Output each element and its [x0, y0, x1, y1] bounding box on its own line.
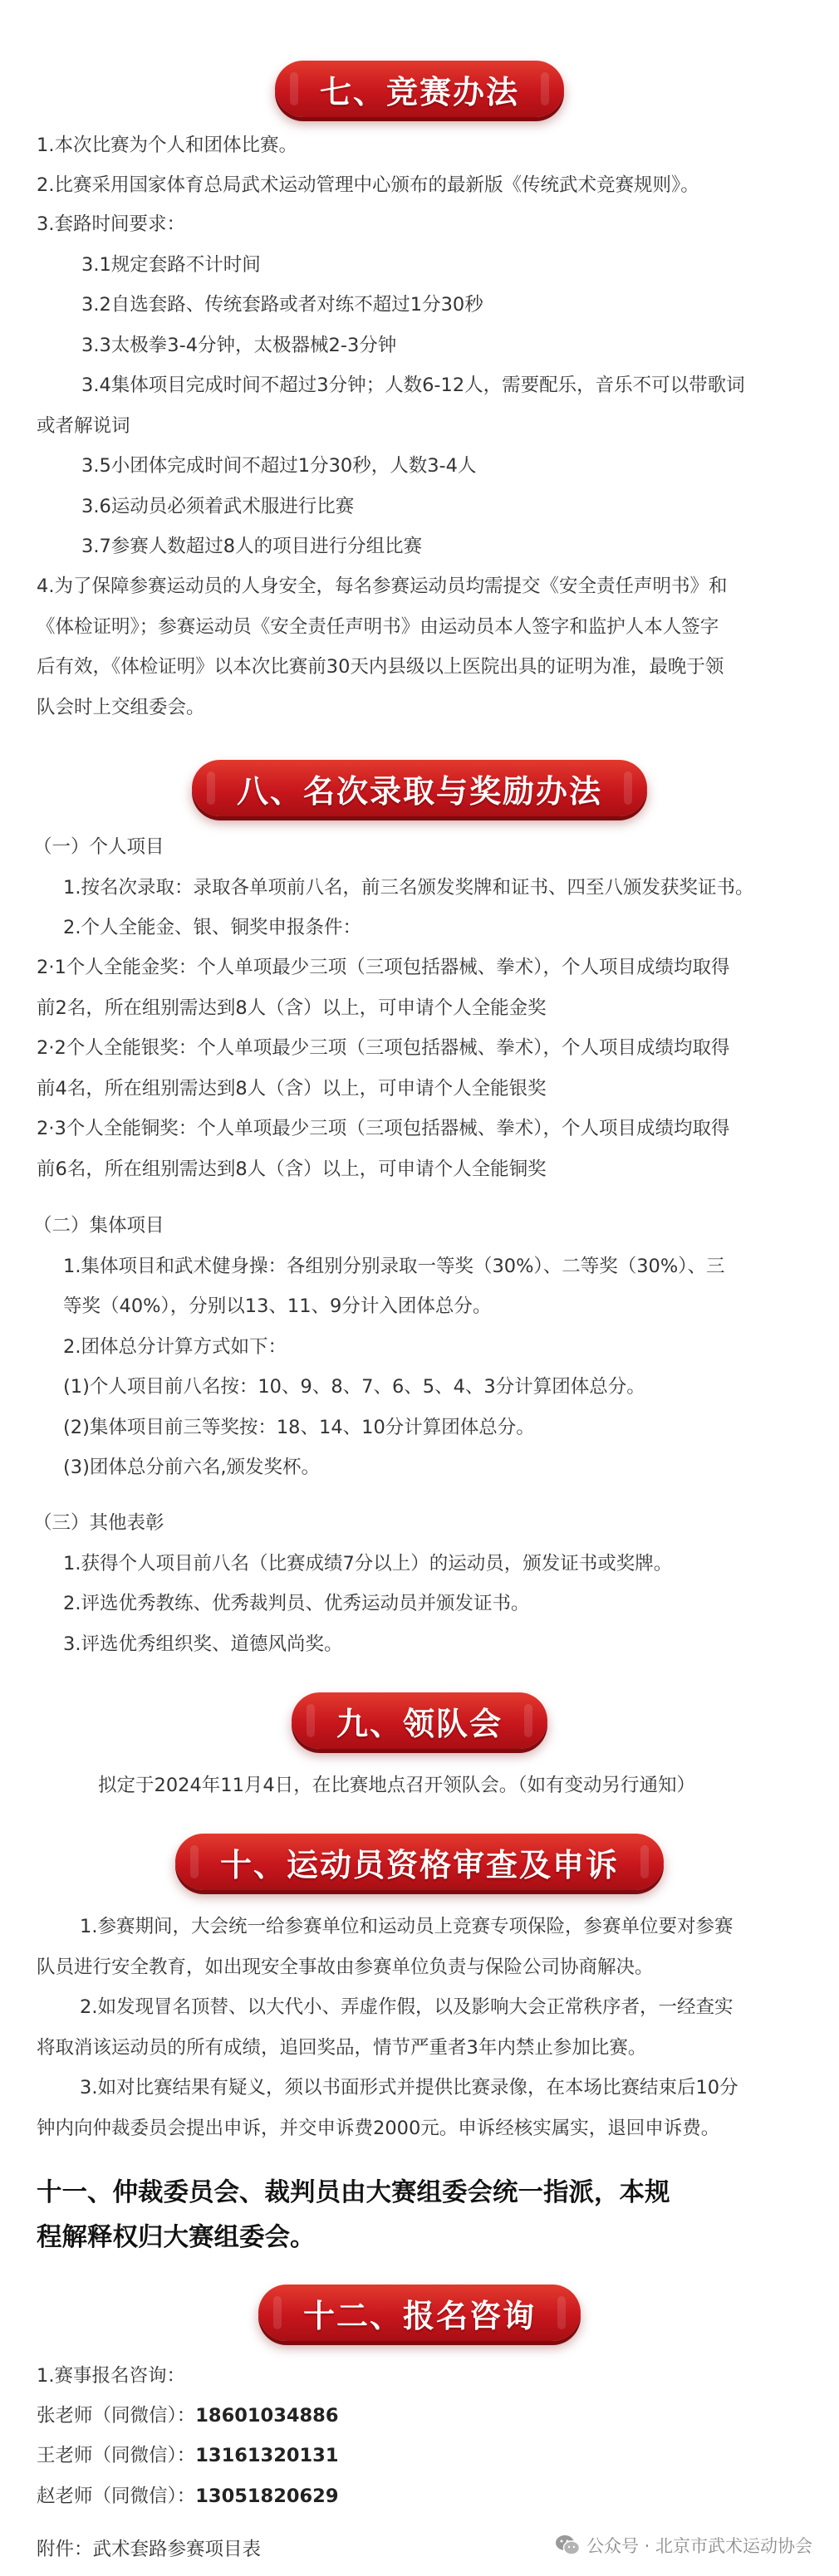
text-line: (1)个人项目前八名按：10、9、8、7、6、5、4、3分计算团体总分。	[63, 1376, 645, 1398]
contact-phone[interactable]: 18601034886	[195, 2405, 339, 2427]
text-line: 2.如发现冒名顶替、以大代小、弄虚作假，以及影响大会正常秩序者，一经查实	[80, 1996, 734, 2018]
wechat-icon	[555, 2534, 580, 2556]
attachment-note: 附件：武术套路参赛项目表	[37, 2539, 262, 2560]
text-line: 3.4集体项目完成时间不超过3分钟；人数6-12人，需要配乐，音乐不可以带歌词	[81, 375, 745, 396]
section-banner-9	[292, 1692, 547, 1749]
text-line: 前6名，所在组别需达到8人（含）以上，可申请个人全能铜奖	[37, 1158, 547, 1180]
contact-phone[interactable]: 13161320131	[195, 2445, 339, 2466]
text-line: 拟定于2024年11月4日，在比赛地点召开领队会。（如有变动另行通知）	[98, 1775, 695, 1796]
text-line: 后有效，《体检证明》以本次比赛前30天内县级以上医院出具的证明为准，最晚于领	[37, 656, 724, 678]
section-banner-10	[175, 1834, 664, 1890]
text-line: （一）个人项目	[33, 836, 164, 858]
text-line: 等奖（40%），分别以13、11、9分计入团体总分。	[63, 1295, 492, 1317]
section-title: 十二、报名咨询	[302, 2296, 537, 2334]
contact-row	[37, 2483, 338, 2510]
arbitration-heading: 程解释权归大赛组委会。	[37, 2223, 316, 2252]
text-line: 前2名，所在组别需达到8人（含）以上，可申请个人全能金奖	[37, 997, 547, 1019]
text-line: 1.集体项目和武术健身操：各组别分别录取一等奖（30%）、二等奖（30%）、三	[63, 1256, 725, 1277]
text-line: 3.5小团体完成时间不超过1分30秒，人数3-4人	[81, 455, 477, 477]
contact-intro: 1.赛事报名咨询：	[37, 2365, 185, 2387]
contact-row	[37, 2442, 338, 2469]
footer-watermark	[555, 2533, 812, 2558]
text-line: 前4名，所在组别需达到8人（含）以上，可申请个人全能银奖	[37, 1078, 547, 1099]
section-banner-12	[258, 2285, 581, 2341]
contact-name: 王老师（同微信）：	[37, 2445, 196, 2466]
text-line: 3.套路时间要求：	[37, 213, 185, 235]
text-line: 2·3个人全能铜奖：个人单项最少三项（三项包括器械、拳术），个人项目成绩均取得	[37, 1118, 730, 1139]
section-title: 九、领队会	[336, 1704, 503, 1742]
text-line: 队会时上交组委会。	[37, 697, 205, 718]
text-line: 4.为了保障参赛运动员的人身安全，每名参赛运动员均需提交《安全责任声明书》和	[37, 575, 728, 597]
text-line: 3.3太极拳3-4分钟，太极器械2-3分钟	[81, 335, 397, 356]
text-line: 2.比赛采用国家体育总局武术运动管理中心颁布的最新版《传统武术竞赛规则》。	[37, 174, 699, 196]
text-line: 1.参赛期间，大会统一给参赛单位和运动员上竞赛专项保险，参赛单位要对参赛	[80, 1916, 734, 1937]
text-line: 2.个人全能金、银、铜奖申报条件：	[63, 917, 361, 938]
section-banner-7	[275, 61, 564, 117]
text-line: 2·1个人全能金奖：个人单项最少三项（三项包括器械、拳术），个人项目成绩均取得	[37, 957, 730, 978]
text-line: 3.评选优秀组织奖、道德风尚奖。	[63, 1633, 343, 1655]
text-line: 将取消该运动员的所有成绩，追回奖品，情节严重者3年内禁止参加比赛。	[37, 2037, 647, 2059]
text-line: 1.获得个人项目前八名（比赛成绩7分以上）的运动员，颁发证书或奖牌。	[63, 1553, 673, 1574]
contact-name: 张老师（同微信）：	[37, 2405, 196, 2427]
text-line: 3.如对比赛结果有疑义，须以书面形式并提供比赛录像，在本场比赛结束后10分	[80, 2077, 738, 2099]
contact-phone[interactable]: 13051820629	[195, 2485, 339, 2507]
text-line: 或者解说词	[37, 415, 130, 437]
text-line: 1.按名次录取：录取各单项前八名，前三名颁发奖牌和证书、四至八颁发获奖证书。	[63, 877, 754, 899]
text-line: 1.本次比赛为个人和团体比赛。	[37, 135, 297, 156]
text-line: 2.评选优秀教练、优秀裁判员、优秀运动员并颁发证书。	[63, 1593, 530, 1614]
text-line: 钟内向仲裁委员会提出申诉，并交申诉费2000元。申诉经核实属实，退回申诉费。	[37, 2118, 720, 2139]
text-line: 3.1规定套路不计时间	[81, 254, 261, 276]
watermark-text: 公众号 · 北京市武术运动协会	[586, 2536, 812, 2556]
arbitration-heading: 十一、仲裁委员会、裁判员由大赛组委会统一指派，本规	[37, 2178, 670, 2207]
contact-name: 赵老师（同微信）：	[37, 2485, 196, 2507]
section-title: 八、名次录取与奖励办法	[236, 771, 603, 810]
section-banner-8	[192, 760, 647, 816]
text-line: (3)团体总分前六名,颁发奖杯。	[63, 1457, 321, 1478]
text-line: （三）其他表彰	[33, 1512, 164, 1534]
text-line: （二）集体项目	[33, 1215, 164, 1237]
text-line: 2.团体总分计算方式如下：	[63, 1336, 287, 1358]
text-line: 2·2个人全能银奖：个人单项最少三项（三项包括器械、拳术），个人项目成绩均取得	[37, 1037, 730, 1059]
text-line: 《体检证明》；参赛运动员《安全责任声明书》由运动员本人签字和监护人本人签字	[37, 616, 719, 638]
section-title: 七、竞赛办法	[319, 72, 520, 110]
text-line: (2)集体项目前三等奖按：18、14、10分计算团体总分。	[63, 1417, 535, 1438]
section-title: 十、运动员资格审查及申诉	[219, 1845, 620, 1883]
contact-row	[37, 2402, 338, 2429]
text-line: 3.2自选套路、传统套路或者对练不超过1分30秒	[81, 294, 483, 316]
text-line: 3.6运动员必须着武术服进行比赛	[81, 496, 355, 517]
text-line: 3.7参赛人数超过8人的项目进行分组比赛	[81, 536, 423, 557]
text-line: 队员进行安全教育，如出现安全事故由参赛单位负责与保险公司协商解决。	[37, 1956, 654, 1978]
